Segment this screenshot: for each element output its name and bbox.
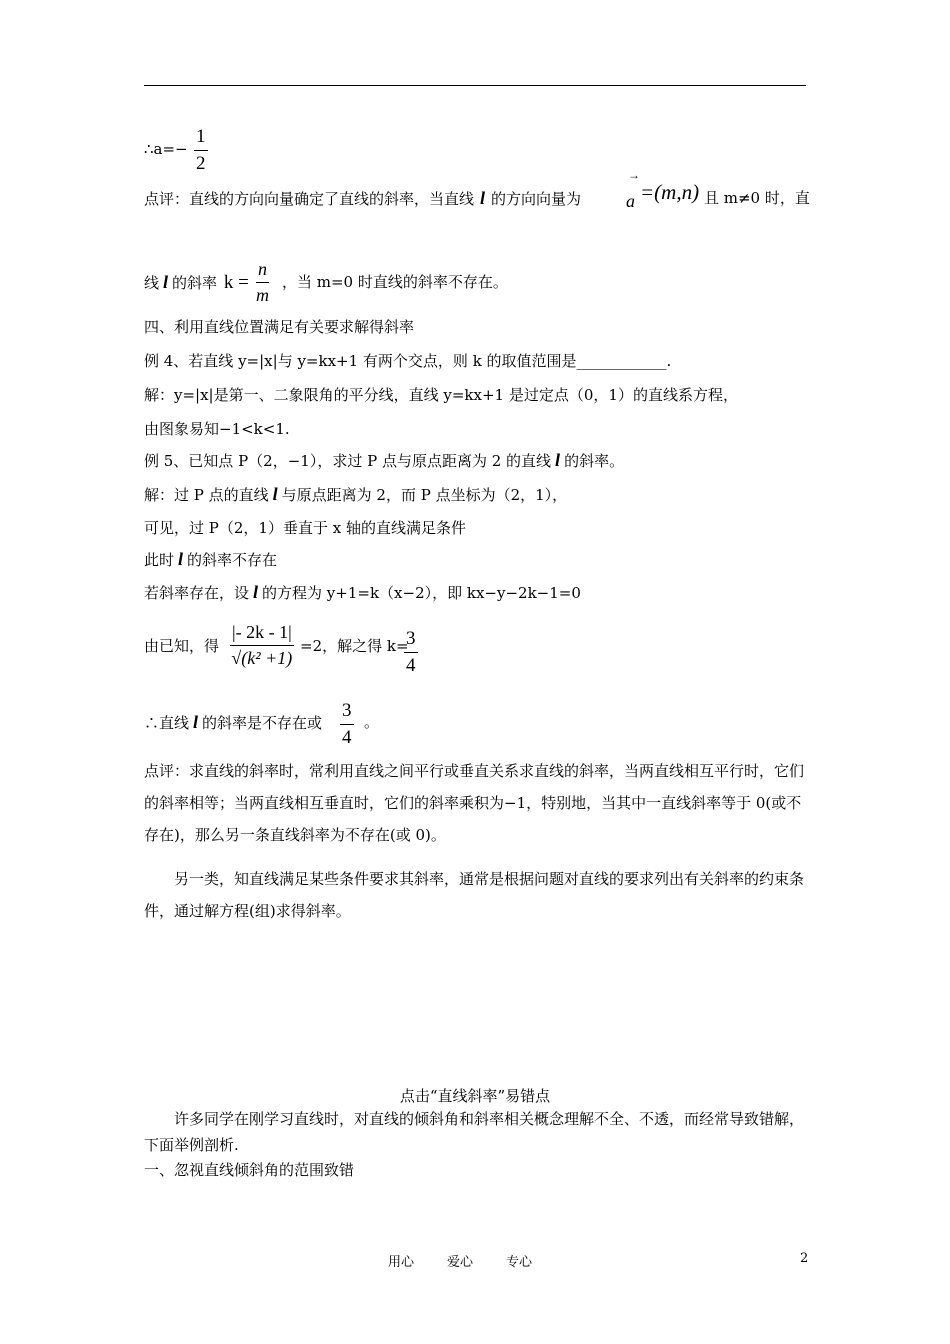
conclusion-text-b: 的斜率是不存在或	[202, 714, 323, 732]
remark1-text-c: 且 m≠0 时，直	[704, 189, 810, 207]
frac-num: n	[258, 259, 267, 279]
section-heading-4: 四、利用直线位置满足有关要求解得斜率	[144, 318, 415, 336]
var-l: l	[163, 272, 169, 292]
var-l: l	[555, 450, 561, 470]
frac-num: 3	[406, 628, 416, 649]
solution-5-text-a1: 解：过 P 点的直线	[144, 486, 269, 504]
fraction-three-quarters-2	[340, 700, 354, 749]
frac-den: 2	[196, 153, 206, 174]
conclusion-text-c: 。	[364, 713, 380, 731]
remark1-line1-end	[704, 188, 810, 208]
section-title-mistakes: 点击“直线斜率”易错点	[399, 1087, 551, 1105]
solution-4-line2: 由图象易知−1<k<1.	[144, 420, 290, 438]
solution-5-line2: 可见，过 P（2，1）垂直于 x 轴的直线满足条件	[144, 519, 466, 537]
footer-text-1: 用心	[388, 1255, 415, 1270]
vector-expression	[626, 168, 700, 211]
header-rule	[144, 85, 806, 86]
var-l: l	[253, 582, 259, 602]
footer-text-3: 专心	[506, 1255, 533, 1270]
frac-num: 3	[342, 700, 352, 721]
var-l: l	[272, 484, 278, 504]
solution-5-text-d1: 若斜率存在，设	[144, 584, 250, 602]
var-l: l	[178, 549, 184, 569]
remark1-text-e: 的斜率	[172, 274, 218, 292]
frac-den: √(k² +1)	[231, 648, 293, 668]
remark1-text-d: 线	[144, 274, 160, 292]
solution-5-text-c1: 此时	[144, 551, 175, 569]
remark1-text-a: 点评：直线的方向向量确定了直线的斜率，当直线	[144, 190, 475, 208]
frac-num: |- 2k - 1|	[232, 622, 292, 642]
solution-4-line1: 解：y=|x|是第一、二象限角的平分线，直线 y=kx+1 是过定点（0，1）的直线系方程，	[144, 386, 738, 404]
solution-5-text-e1: 由已知，得	[144, 637, 220, 655]
solution-5-text-c2: 的斜率不存在	[187, 551, 278, 569]
example-5	[144, 450, 624, 471]
remark1-line1	[144, 188, 581, 209]
solution-5-text-a2: 与原点距离为 2，而 P 点坐标为（2，1），	[281, 486, 568, 504]
page-number: 2	[800, 1251, 809, 1266]
remark1-text-b: 的方向向量为	[491, 190, 582, 208]
var-l: l	[480, 188, 486, 208]
k-equals: k =	[223, 272, 249, 293]
vector-a: a	[626, 191, 635, 211]
remark1-line2	[144, 272, 249, 293]
remark1-line2-end	[282, 272, 508, 292]
solution-5-text-e2: =2，解之得 k=	[300, 637, 409, 655]
frac-den: 4	[406, 655, 416, 676]
var-l: l	[193, 712, 199, 732]
conclusion-text-a: ∴直线	[144, 714, 190, 732]
frac-num: 1	[196, 126, 206, 147]
result-a	[144, 139, 188, 159]
fraction-distance	[230, 622, 294, 669]
solution-5-text-d2: 的方程为 y+1=k（x−2），即 kx−y−2k−1=0	[262, 584, 581, 602]
solution-5-line1	[144, 484, 567, 505]
result-a-text: ∴a=−	[144, 140, 188, 158]
fraction-n-over-m	[256, 259, 269, 306]
intro-paragraph: 许多同学在刚学习直线时，对直线的倾斜角和斜率相关概念理解不全、不透，而经常导致错解，下面举例剖析.	[144, 1110, 805, 1154]
example-4: 例 4、若直线 y=|x|与 y=kx+1 有两个交点，则 k 的取值范围是____________.	[144, 352, 672, 370]
vector-arrow: →	[628, 168, 640, 182]
example-5-text-b: 的斜率。	[564, 452, 625, 470]
remark1-text-f: ，当 m=0 时直线的斜率不存在。	[282, 273, 508, 291]
solution-5-line4	[144, 582, 581, 603]
example-5-text-a: 例 5、已知点 P（2，−1），求过 P 点与原点距离为 2 的直线	[144, 452, 552, 470]
fraction-one-half	[194, 126, 208, 175]
section-heading-1: 一、忽视直线倾斜角的范围致错	[144, 1161, 355, 1179]
frac-den: 4	[342, 727, 352, 748]
remark-2: 点评：求直线的斜率时，常利用直线之间平行或垂直关系求直线的斜率，当两直线相互平行时，它们的斜率相等；当两直线相互垂直时，它们的斜率乘积为−1，特别地，当其中一直线斜率等于 0(或不存在)，那么另一条直线斜率为不存在(或 0)。	[144, 762, 805, 844]
footer-text-2: 爱心	[447, 1255, 474, 1270]
fraction-three-quarters	[404, 628, 418, 677]
frac-den: m	[256, 285, 269, 305]
paragraph-other-type: 另一类，知直线满足某些条件要求其斜率，通常是根据问题对直线的要求列出有关斜率的约束条件，通过解方程(组)求得斜率。	[144, 870, 805, 920]
vector-value: =(m,n)	[640, 180, 700, 204]
solution-5-line3	[144, 549, 277, 570]
conclusion	[144, 712, 322, 733]
